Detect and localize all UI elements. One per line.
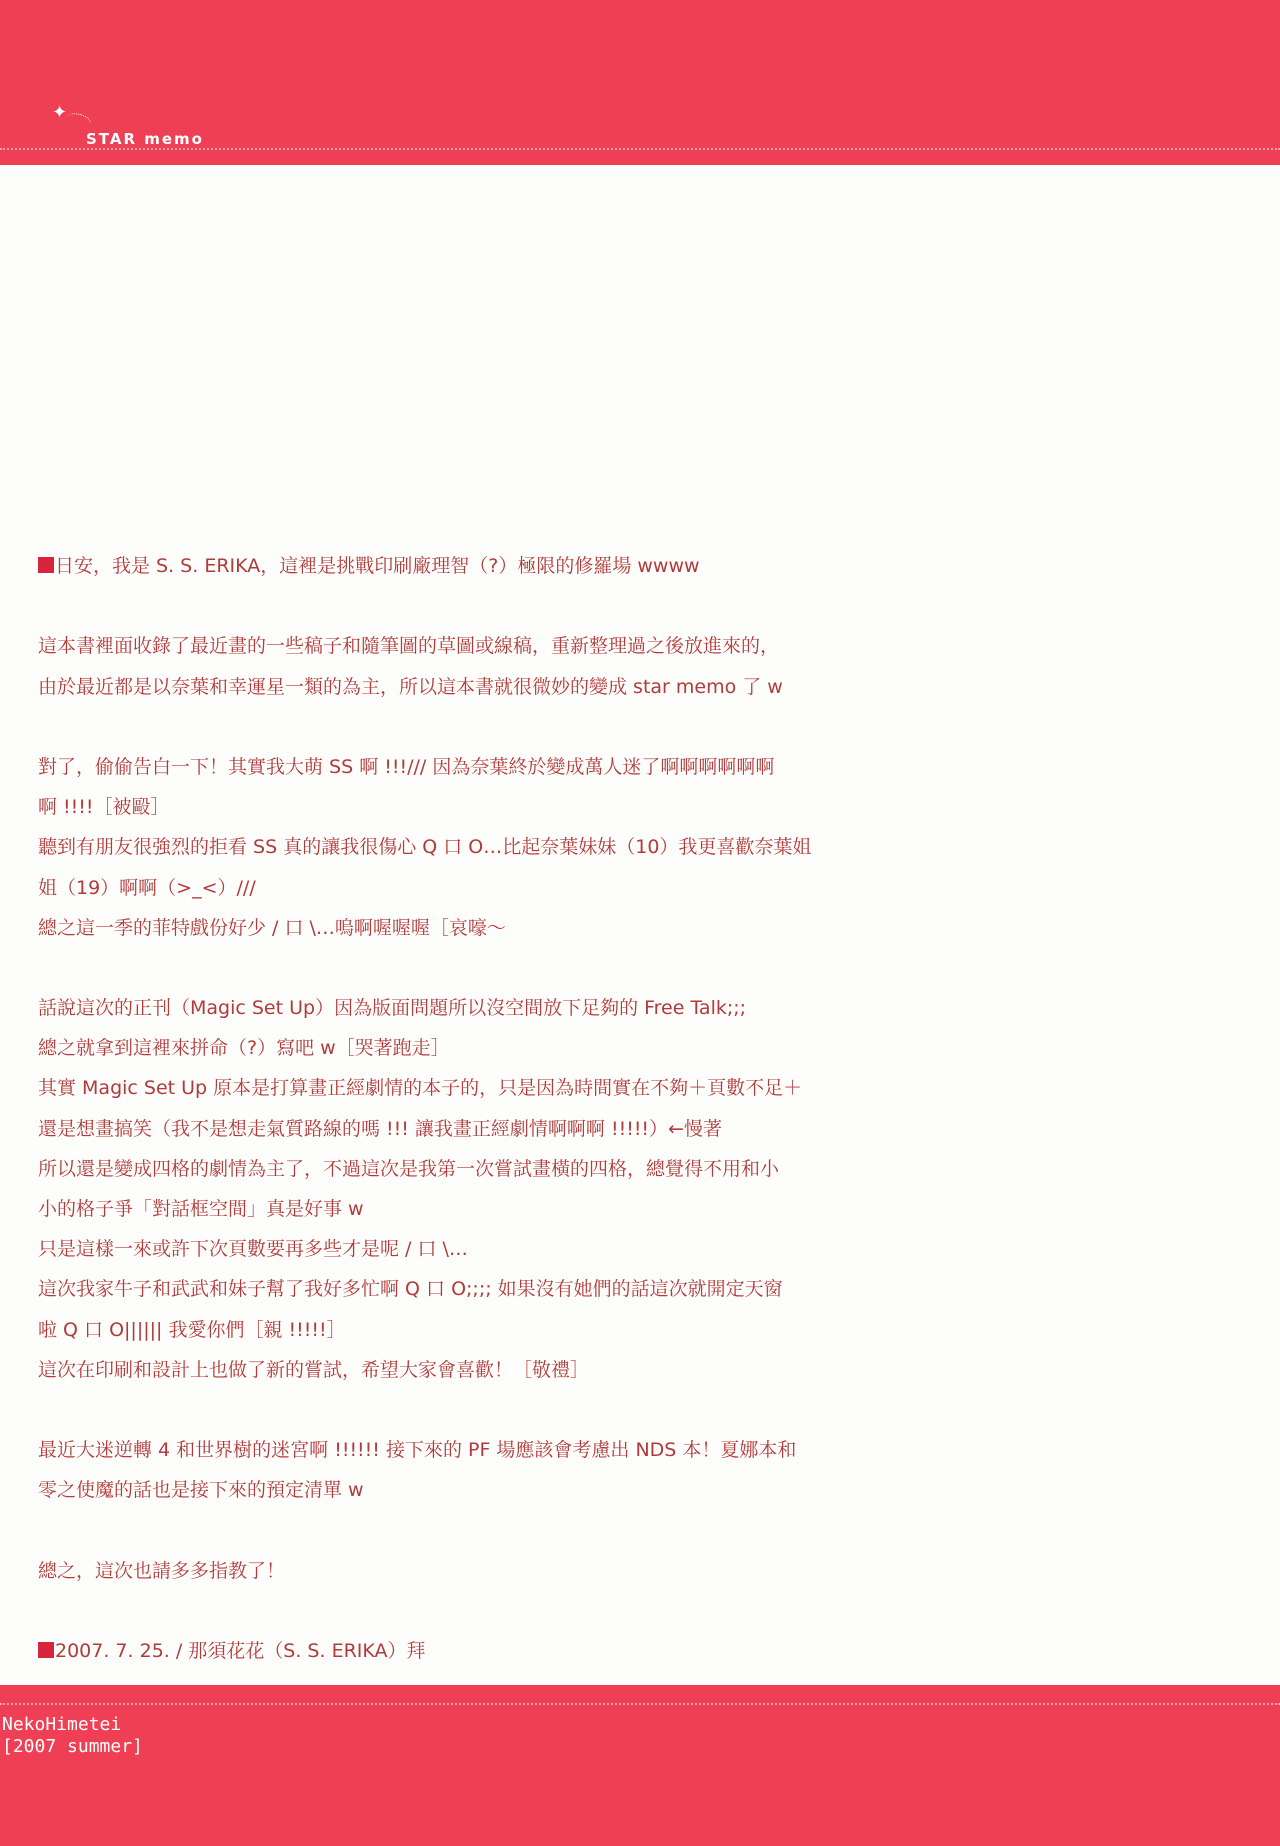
body-line [38, 1028, 938, 1068]
blank-line [38, 707, 938, 747]
header-title: STAR memo [86, 130, 204, 148]
body-line [38, 908, 938, 948]
body-line [38, 1149, 938, 1189]
body-line [38, 1631, 938, 1671]
body-line [38, 1551, 938, 1591]
body-line-text: 啦 Q 口 O|||||| 我愛你們［親 !!!!!］ [38, 1318, 346, 1341]
body-line-text: 對了，偷偷告白一下！其實我大萌 SS 啊 !!!/// 因為奈葉終於變成萬人迷了啊啊啊啊啊啊 [38, 755, 775, 778]
body-line [38, 1229, 938, 1269]
footer-dotted-rule [0, 1703, 1280, 1705]
body-line-text: 最近大迷逆轉 4 和世界樹的迷宮啊 !!!!!! 接下來的 PF 場應該會考慮出 NDS 本！夏娜本和 [38, 1439, 797, 1462]
body-line [38, 1189, 938, 1229]
body-line-text: 總之，這次也請多多指教了！ [38, 1559, 286, 1582]
footer-circle-name: NekoHimetei [2, 1714, 122, 1735]
square-bullet-icon [38, 557, 54, 573]
body-line-text: 這次在印刷和設計上也做了新的嘗試，希望大家會喜歡！［敬禮］ [38, 1358, 590, 1381]
blank-line [38, 1390, 938, 1430]
body-line [38, 546, 938, 586]
memo-body [38, 546, 938, 1671]
body-line-text: 這次我家牛子和武武和妹子幫了我好多忙啊 Q 口 O;;;; 如果沒有她們的話這次就開定天窗 [38, 1278, 783, 1301]
body-line [38, 868, 938, 908]
body-line [38, 787, 938, 827]
body-line [38, 1470, 938, 1510]
square-bullet-icon [38, 1642, 54, 1658]
body-line-text: 姐（19）啊啊（>_<）/// [38, 876, 256, 899]
body-line-text: 啊 !!!!［被毆］ [38, 796, 170, 819]
body-line-text: 還是想畫搞笑（我不是想走氣質路線的嗎 !!! 讓我畫正經劇情啊啊啊 !!!!!）←慢著 [38, 1117, 722, 1140]
body-line [38, 747, 938, 787]
body-line [38, 1269, 938, 1309]
blank-line [38, 586, 938, 626]
body-line [38, 1109, 938, 1149]
body-line [38, 827, 938, 867]
body-line [38, 626, 938, 666]
body-line [38, 1068, 938, 1108]
body-line-text: 這本書裡面收錄了最近畫的一些稿子和隨筆圖的草圖或線稿，重新整理過之後放進來的， [38, 635, 780, 658]
body-line [38, 667, 938, 707]
body-line-text: 總之就拿到這裡來拼命（?）寫吧 w［哭著跑走］ [38, 1037, 450, 1060]
blank-line [38, 1591, 938, 1631]
body-line-text: 小的格子爭「對話框空間」真是好事 w [38, 1198, 364, 1220]
body-line-text: 2007. 7. 25. / 那須花花（S. S. ERIKA）拜 [55, 1640, 426, 1663]
body-line-text: 所以還是變成四格的劇情為主了，不過這次是我第一次嘗試畫橫的四格，總覺得不用和小 [38, 1157, 780, 1180]
body-line-text: 其實 Magic Set Up 原本是打算畫正經劇情的本子的，只是因為時間實在不夠＋頁數不足＋ [38, 1077, 803, 1100]
body-line [38, 988, 938, 1028]
blank-line [38, 1511, 938, 1551]
header-dotted-rule [0, 148, 1280, 150]
body-line-text: 話說這次的正刊（Magic Set Up）因為版面問題所以沒空間放下足夠的 Free Talk;;; [38, 997, 747, 1020]
body-line [38, 1350, 938, 1390]
body-line-text: 總之這一季的菲特戲份好少 / 口 \…嗚啊喔喔喔［哀嚎～ [38, 916, 506, 939]
body-line-text: 日安，我是 S. S. ERIKA，這裡是挑戰印刷廠理智（?）極限的修羅場 wwww [55, 555, 700, 577]
body-line-text: 聽到有朋友很強烈的拒看 SS 真的讓我很傷心 Q 口 O…比起奈葉妹妹（10）我更喜歡奈葉姐 [38, 836, 812, 859]
body-line [38, 1430, 938, 1470]
body-line-text: 只是這樣一來或許下次頁數要再多些才是呢 / 口 \… [38, 1238, 468, 1261]
footer-band [0, 1685, 1280, 1846]
body-line [38, 1310, 938, 1350]
footer-credits [2, 1714, 143, 1758]
sparkle-icon: ✦ [52, 102, 68, 123]
body-line-text: 由於最近都是以奈葉和幸運星一類的為主，所以這本書就很微妙的變成 star memo 了 w [38, 675, 783, 698]
blank-line [38, 948, 938, 988]
footer-event-label: [2007 summer] [2, 1736, 143, 1757]
body-line-text: 零之使魔的話也是接下來的預定清單 w [38, 1479, 364, 1502]
